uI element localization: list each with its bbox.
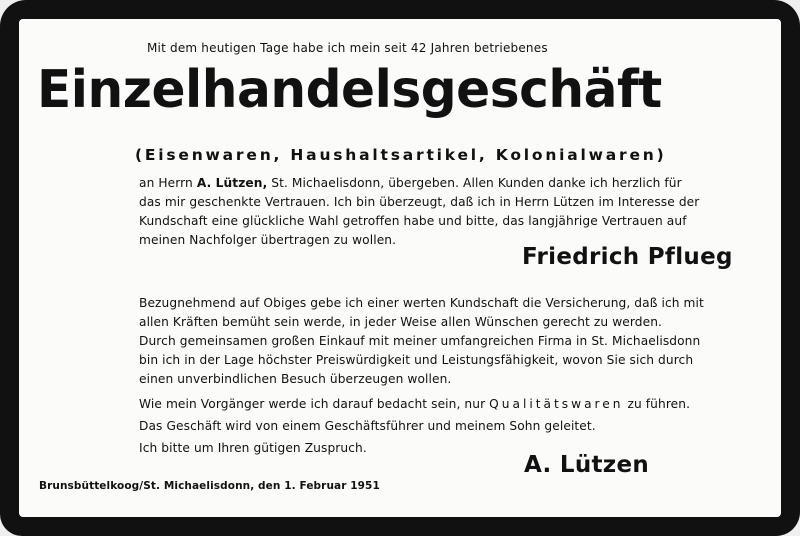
para4-line: Das Geschäft wird von einem Geschäftsführer und meinem Sohn geleitet.	[139, 419, 596, 433]
signature-a-luetzen: A. Lützen	[524, 452, 650, 478]
successor-name-inline: A. Lützen,	[196, 176, 268, 190]
subheadline: (Eisenwaren, Haushaltsartikel, Kolonialwaren)	[135, 146, 667, 164]
quality-goods-emphasis: Qualitätswaren	[489, 397, 624, 411]
para2-line3: Durch gemeinsamen großen Einkauf mit meiner umfangreichen Firma in St. Michaelisdonn	[139, 334, 701, 348]
para1-line1	[139, 176, 682, 190]
signature-friedrich-pflueg: Friedrich Pflueg	[522, 244, 733, 270]
footer-place-date: Brunsbüttelkoog/St. Michaelisdonn, den 1. Februar 1951	[39, 480, 380, 492]
para1-line2: das mir geschenkte Vertrauen. Ich bin überzeugt, daß ich in Herrn Lützen im Interesse der	[139, 195, 700, 209]
headline: Einzelhandelsgeschäft	[37, 60, 662, 120]
para1-line4: meinen Nachfolger übertragen zu wollen.	[139, 233, 397, 247]
para1-line1-post: St. Michaelisdonn, übergeben. Allen Kunden danke ich herzlich für	[267, 176, 682, 190]
para1-line1-pre: an Herrn	[139, 176, 197, 190]
para2-line1: Bezugnehmend auf Obiges gebe ich einer werten Kundschaft die Versicherung, daß ich mit	[139, 296, 704, 310]
para2-line4: bin ich in der Lage höchster Preiswürdigkeit und Leistungsfähigkeit, wovon Sie sich durch	[139, 353, 694, 367]
para3-pre: Wie mein Vorgänger werde ich darauf bedacht sein, nur	[139, 397, 490, 411]
para2-line5: einen unverbindlichen Besuch überzeugen wollen.	[139, 372, 452, 386]
para2-line2: allen Kräften bemüht sein werde, in jeder Weise allen Wünschen gerecht zu werden.	[139, 315, 662, 329]
para3-post: zu führen.	[623, 397, 691, 411]
para5-line: Ich bitte um Ihren gütigen Zuspruch.	[139, 441, 367, 455]
para1-line3: Kundschaft eine glückliche Wahl getroffen habe und bitte, das langjährige Vertrauen auf	[139, 214, 687, 228]
intro-text: Mit dem heutigen Tage habe ich mein seit 42 Jahren betriebenes	[147, 41, 548, 55]
advertisement-paper	[19, 19, 781, 517]
para3-line	[139, 397, 690, 411]
